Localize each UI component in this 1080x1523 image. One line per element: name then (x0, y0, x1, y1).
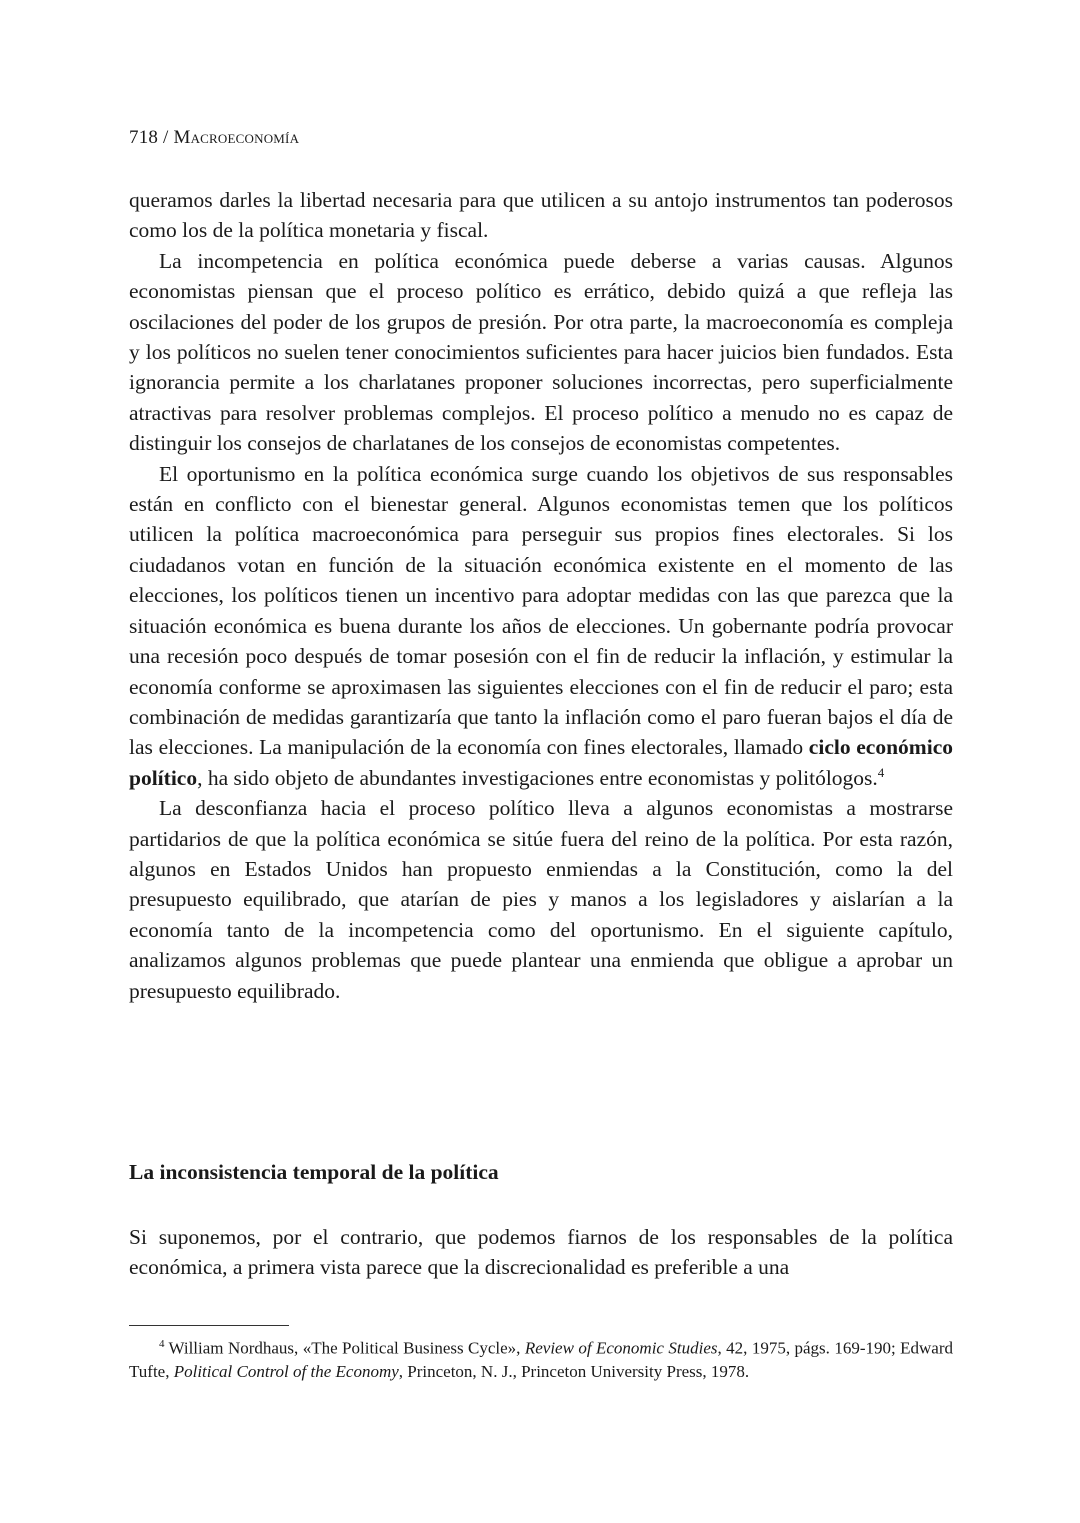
footnote-part-1: William Nordhaus, «The Political Business Cycle», (168, 1338, 525, 1358)
paragraph-3-text-after: , ha sido objeto de abundantes investigaciones entre economistas y politólogos. (197, 765, 878, 790)
paragraph-4: La desconfianza hacia el proceso político lleva a algunos economistas a mostrarse partidarios de que la política económica se sitúe fuera del reino de la política. Por esta razón, algunos en Estados Unidos han propuesto enmiendas a la Constitución, como la del presupuesto equilibrado, que atarían de pies y manos a los legisladores y aislarían a la economía tanto de la incompetencia como del oportunismo. En el siguiente capítulo, analizamos algunos problemas que puede plantear una enmienda que obligue a aprobar un presupuesto equilibrado. (129, 796, 953, 1003)
footnote-divider (129, 1325, 289, 1326)
footnote-part-2: , 42, 1975, págs. 169-190; Edward Tufte, (129, 1338, 954, 1381)
book-title: Macroeconomía (173, 127, 300, 148)
footnote-part-3: , Princeton, N. J., Princeton University Press, 1978. (398, 1361, 750, 1381)
running-head (129, 127, 299, 149)
paragraph-3 (129, 459, 953, 793)
section-first-paragraph: Si suponemos, por el contrario, que podemos fiarnos de los responsables de la política económica, a primera vista parece que la discrecionalidad es preferible a una (129, 1225, 953, 1280)
footnote-number: 4 (159, 1338, 165, 1350)
paragraph-3-text-before: El oportunismo en la política económica surge cuando los objetivos de sus responsables están en conflicto con el bienestar general. Algunos economistas temen que los políticos utilicen la política macroeconómica para perseguir sus propios fines electorales. Si los ciudadanos votan en función de la situación económica existente en el momento de las elecciones, los políticos tienen un incentivo para adoptar medidas con las que parezca que la situación económica es buena durante los años de elecciones. Un gobernante podría provocar una recesión poco después de tomar posesión con el fin de reducir la inflación, y estimular la economía conforme se aproximasen las siguientes elecciones con el fin de reducir el paro; esta combinación de medidas garantizaría que tanto la inflación como el paro fueran bajos el día de las elecciones. La manipulación de la economía con fines electorales, llamado (129, 461, 953, 760)
header-separator: / (158, 127, 174, 148)
body-text (129, 185, 953, 1006)
bold-term: ciclo económico político (129, 735, 953, 790)
page-number: 718 (129, 127, 159, 148)
section-heading: La inconsistencia temporal de la política (129, 1160, 499, 1184)
footnote-journal: Review of Economic Studies (524, 1338, 718, 1358)
footnote (129, 1333, 953, 1383)
paragraph-1: queramos darles la libertad necesaria para que utilicen a su antojo instrumentos tan poderosos como los de la política monetaria y fiscal. (129, 188, 953, 243)
footnote-book: Political Control of the Economy (173, 1361, 399, 1381)
footnote-ref[interactable]: 4 (877, 764, 885, 780)
paragraph-2: La incompetencia en política económica puede deberse a varias causas. Algunos economistas piensan que el proceso político es errático, debido quizá a que refleja las oscilaciones del poder de los grupos de presión. Por otra parte, la macroeconomía es compleja y los políticos no suelen tener conocimientos suficientes para hacer juicios bien fundados. Esta ignorancia permite a los charlatanes proponer soluciones incorrectas, pero superficialmente atractivas para resolver problemas complejos. El proceso político a menudo no es capaz de distinguir los consejos de charlatanes de los consejos de economistas competentes. (129, 248, 953, 456)
